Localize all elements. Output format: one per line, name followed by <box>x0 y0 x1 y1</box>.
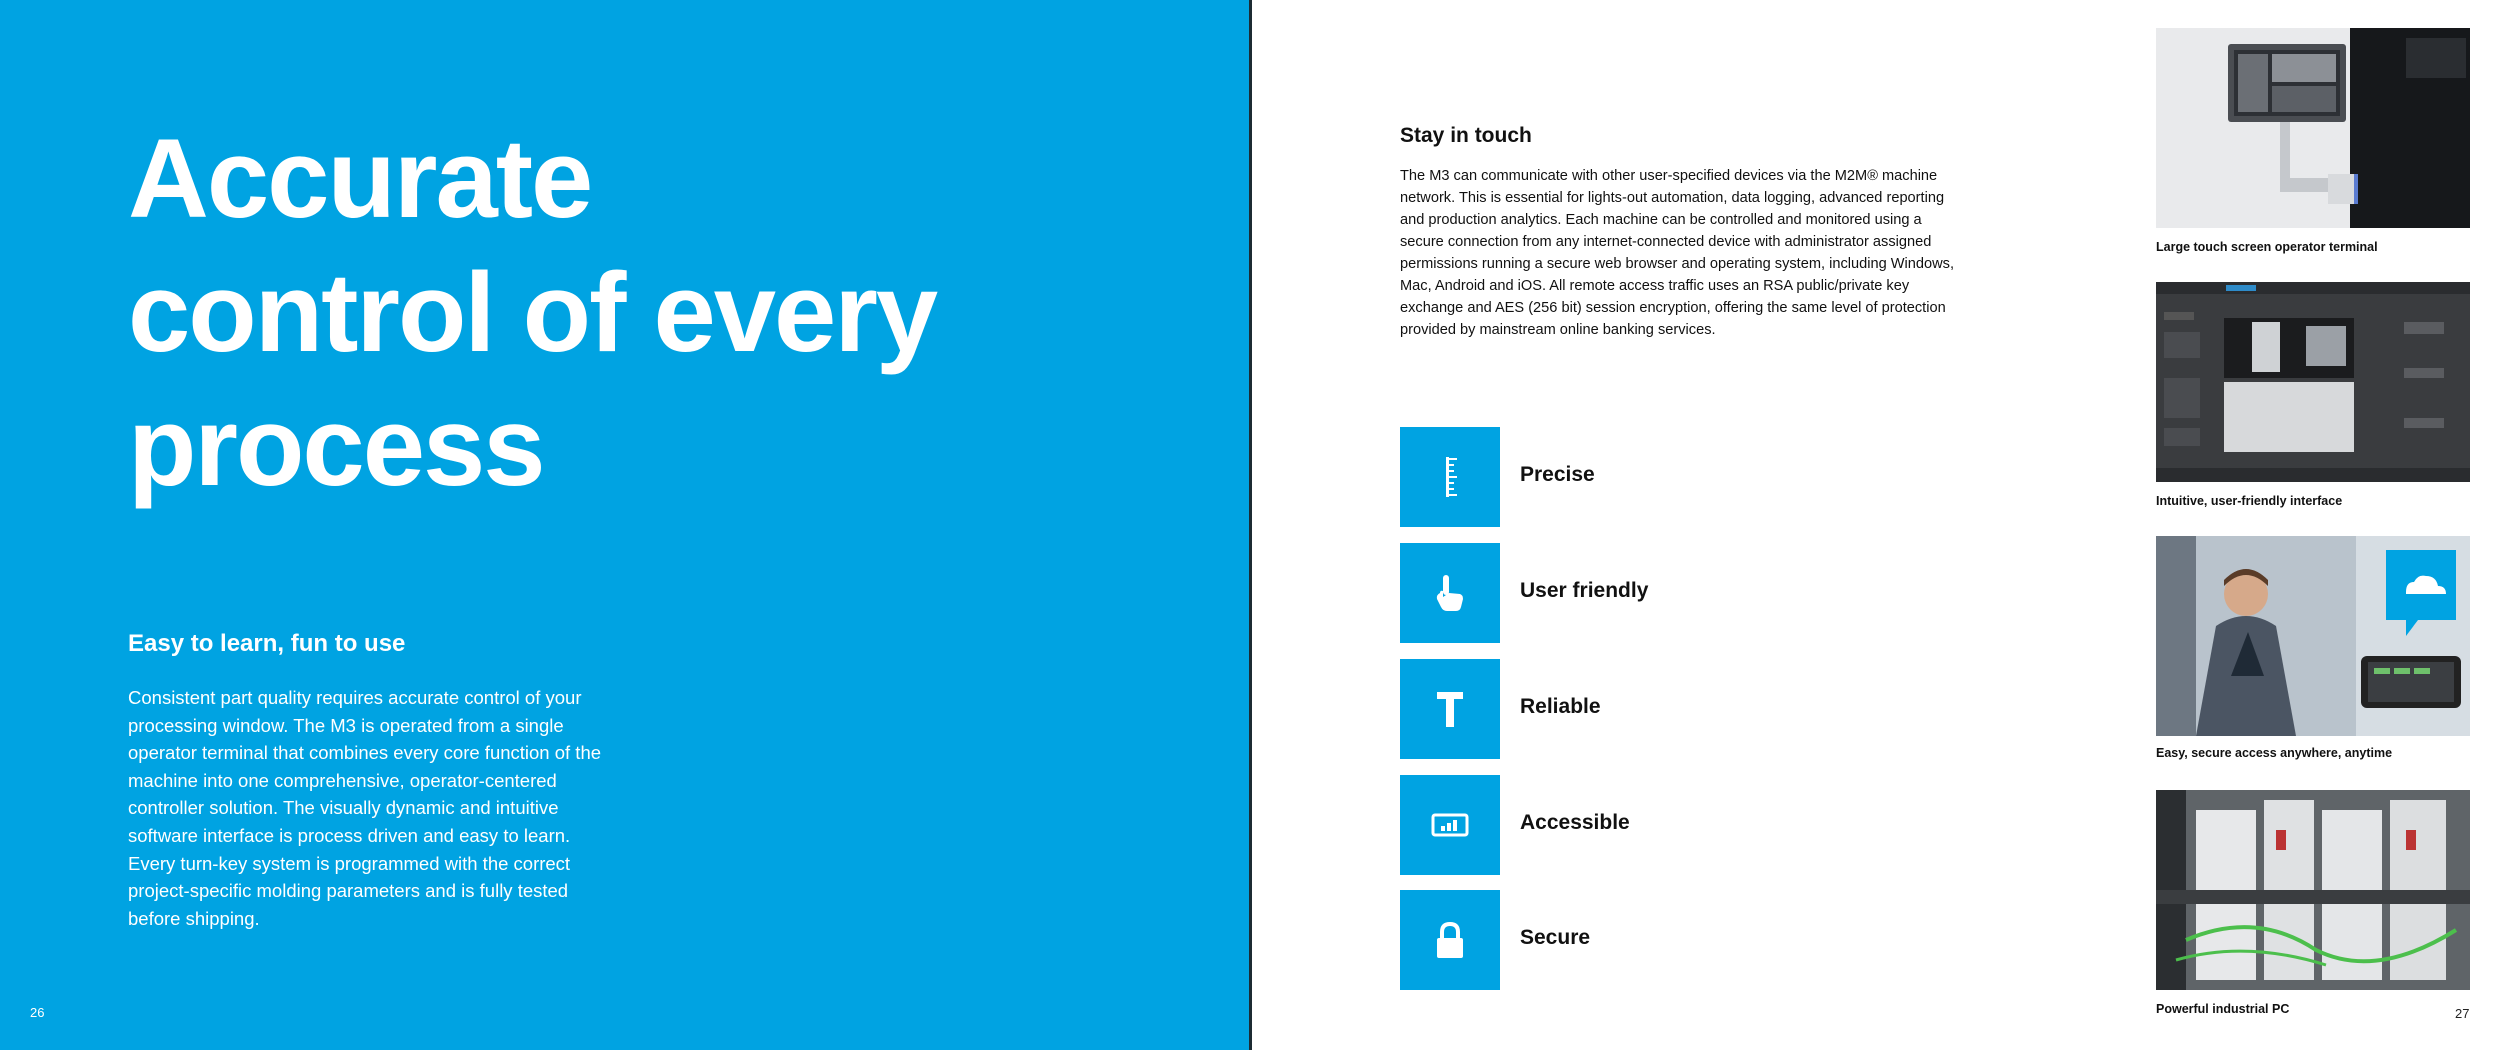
photo-caption: Intuitive, user-friendly interface <box>2156 494 2343 508</box>
headline <box>128 112 1128 514</box>
photo-remote-access <box>2156 536 2470 736</box>
feature-user-friendly <box>1400 543 1960 643</box>
feature-secure <box>1400 890 1960 990</box>
feature-precise <box>1400 427 1960 527</box>
feature-tile <box>1400 890 1500 990</box>
feature-tile <box>1400 659 1500 759</box>
feature-tile <box>1400 543 1500 643</box>
feature-label: Precise <box>1520 463 1595 486</box>
feature-label: Accessible <box>1520 811 1630 834</box>
stay-in-touch-body: The M3 can communicate with other user-specified devices via the M2M® machine network. This is essential for lights-out automation, data logging, advanced reporting and production analytics. Each machine can be controlled and monitored using a secure connection from any internet-connected device with administrator assigned permissions running a secure web browser and operating system, including Windows, Mac, Android and iOS. All remote access traffic uses an RSA public/private key exchange and AES (256 bit) session encryption, offering the same level of protection provided by mainstream online banking services. <box>1400 168 1955 338</box>
feature-tile <box>1400 427 1500 527</box>
page-number-right: 27 <box>2455 1006 2470 1021</box>
terminal-photo-graphic <box>2156 28 2470 228</box>
ruler-icon <box>1430 457 1470 497</box>
industrial-pc-photo-graphic <box>2156 790 2470 990</box>
padlock-icon <box>1430 920 1470 960</box>
photo-caption: Powerful industrial PC <box>2156 1002 2290 1016</box>
feature-accessible <box>1400 775 1960 875</box>
signal-device-icon <box>1430 805 1470 845</box>
left-subtitle: Easy to learn, fun to use <box>128 630 406 657</box>
headline-line: control of every <box>128 250 937 375</box>
feature-label: Reliable <box>1520 695 1601 718</box>
stay-in-touch-title: Stay in touch <box>1400 124 1532 147</box>
remote-access-photo-graphic <box>2156 536 2470 736</box>
headline-line: Accurate <box>128 116 592 241</box>
photo-touch-screen-terminal <box>2156 28 2470 228</box>
headline-line: process <box>128 384 544 509</box>
feature-label: Secure <box>1520 926 1591 949</box>
feature-reliable <box>1400 659 1960 759</box>
photo-user-interface <box>2156 282 2470 482</box>
photo-industrial-pc <box>2156 790 2470 990</box>
t-beam-icon <box>1430 689 1470 729</box>
photo-caption: Large touch screen operator terminal <box>2156 240 2378 254</box>
page-spine <box>1249 0 1252 1050</box>
touch-hand-icon <box>1430 573 1470 613</box>
feature-tile <box>1400 775 1500 875</box>
interface-screenshot-graphic <box>2156 282 2470 482</box>
feature-label: User friendly <box>1520 579 1649 602</box>
photo-caption: Easy, secure access anywhere, anytime <box>2156 746 2393 760</box>
left-body-text: Consistent part quality requires accurate control of your processing window. The M3 is operated from a single operator terminal that combines every core function of the machine into one comprehensive, operator-centered controller solution. The visually dynamic and intuitive software interface is process driven and easy to learn. Every turn-key system is programmed with the correct project-specific molding parameters and is fully tested before shipping. <box>128 687 602 929</box>
page-number-left: 26 <box>30 1005 45 1020</box>
